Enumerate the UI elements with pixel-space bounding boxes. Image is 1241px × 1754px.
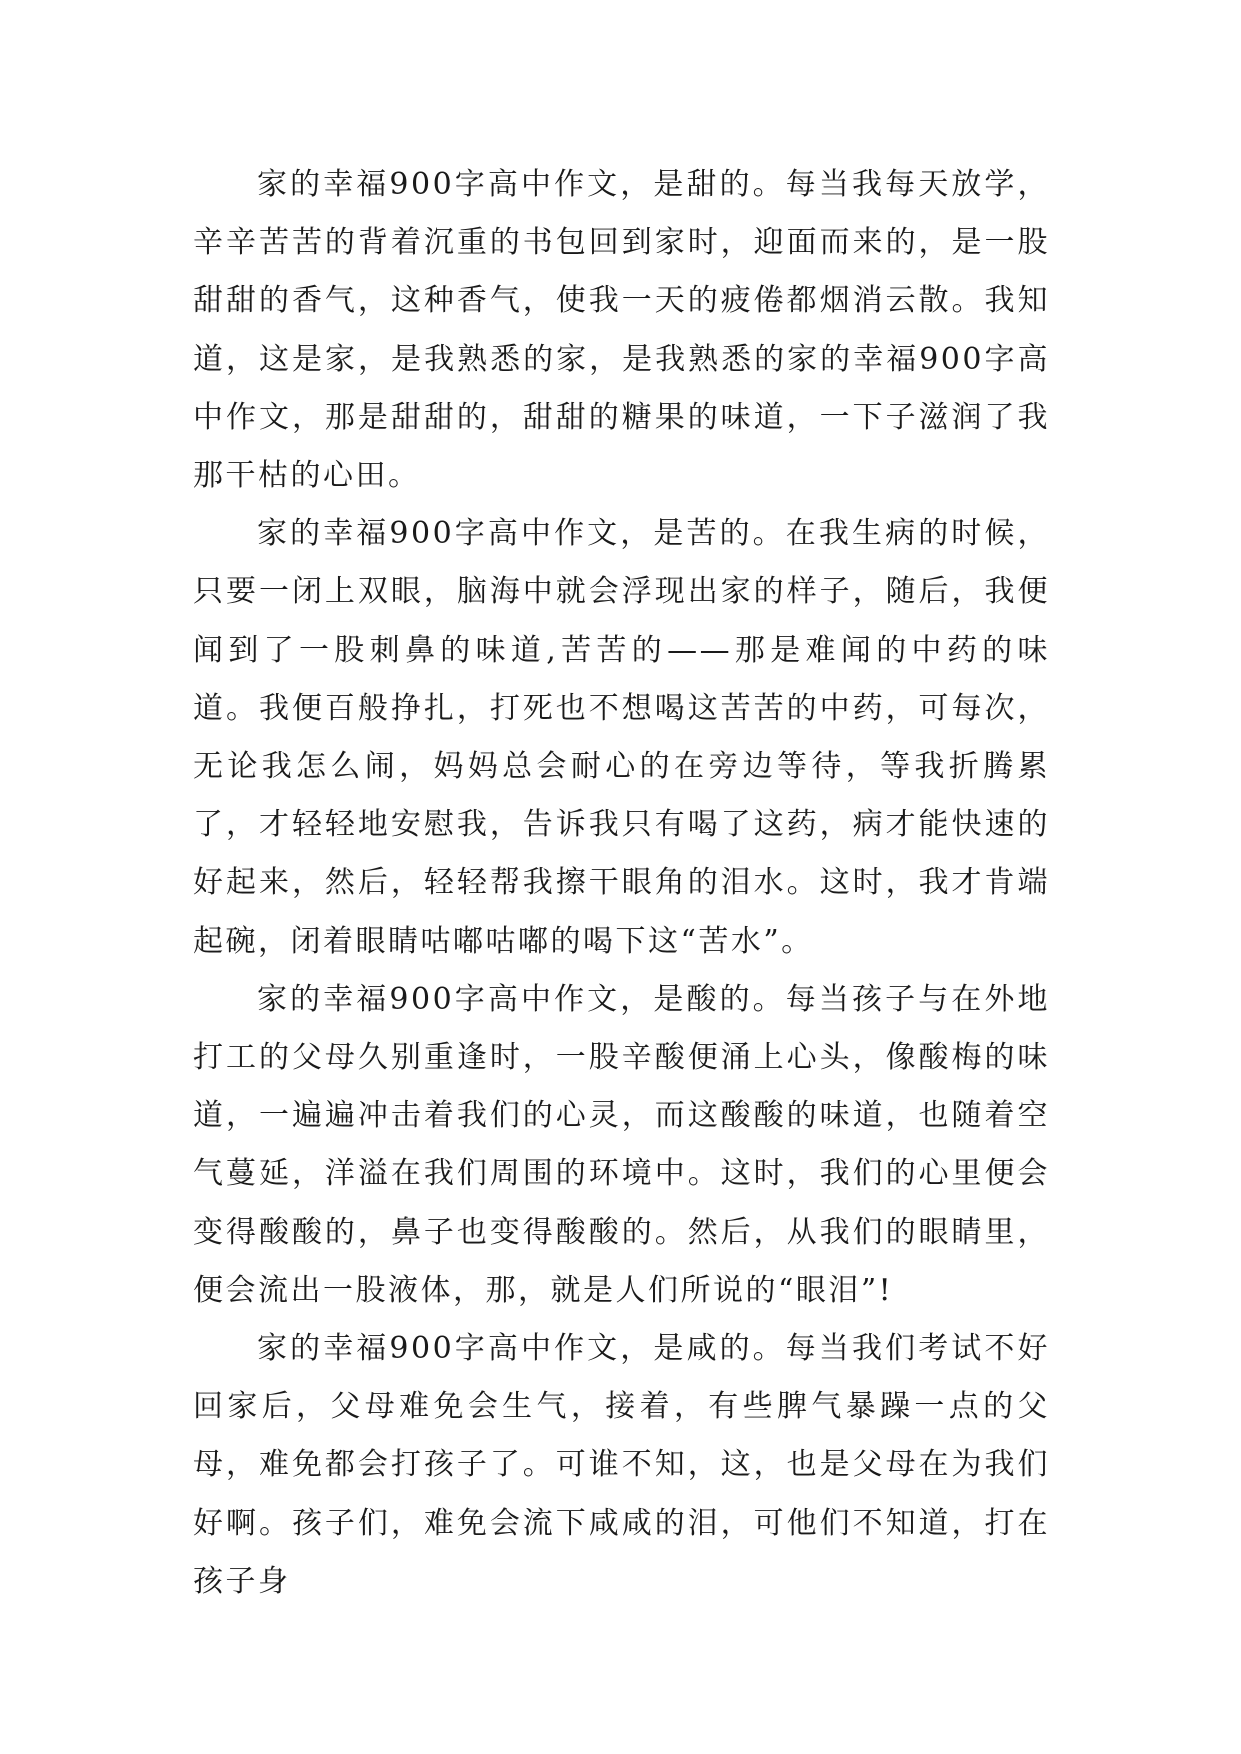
paragraph-sour: 家的幸福900字高中作文，是酸的。每当孩子与在外地打工的父母久别重逢时，一股辛酸便涌上心头，像酸梅的味道，一遍遍冲击着我们的心灵，而这酸酸的味道，也随着空气蔓延，洋溢在我们周围的环境中。这时，我们的心里便会变得酸酸的，鼻子也变得酸酸的。然后，从我们的眼睛里，便会流出一股液体，那，就是人们所说的“眼泪”! — [193, 981, 1050, 1308]
essay-body — [193, 156, 1050, 1611]
paragraph-sweet: 家的幸福900字高中作文，是甜的。每当我每天放学，辛辛苦苦的背着沉重的书包回到家时，迎面而来的，是一股甜甜的香气，这种香气，使我一天的疲倦都烟消云散。我知道，这是家，是我熟悉的家，是我熟悉的家的幸福900字高中作文，那是甜甜的，甜甜的糖果的味道，一下子滋润了我那干枯的心田。 — [193, 167, 1050, 494]
paragraph-bitter: 家的幸福900字高中作文，是苦的。在我生病的时候，只要一闭上双眼，脑海中就会浮现出家的样子，随后，我便闻到了一股刺鼻的味道,苦苦的——那是难闻的中药的味道。我便百般挣扎，打死也不想喝这苦苦的中药，可每次，无论我怎么闹，妈妈总会耐心的在旁边等待，等我折腾累了，才轻轻地安慰我，告诉我只有喝了这药，病才能快速的好起来，然后，轻轻帮我擦干眼角的泪水。这时，我才肯端起碗，闭着眼睛咕嘟咕嘟的喝下这“苦水”。 — [193, 516, 1050, 959]
paragraph-salty: 家的幸福900字高中作文，是咸的。每当我们考试不好回家后，父母难免会生气，接着，有些脾气暴躁一点的父母，难免都会打孩子了。可谁不知，这，也是父母在为我们好啊。孩子们，难免会流下咸咸的泪，可他们不知道，打在孩子身 — [193, 1331, 1050, 1599]
